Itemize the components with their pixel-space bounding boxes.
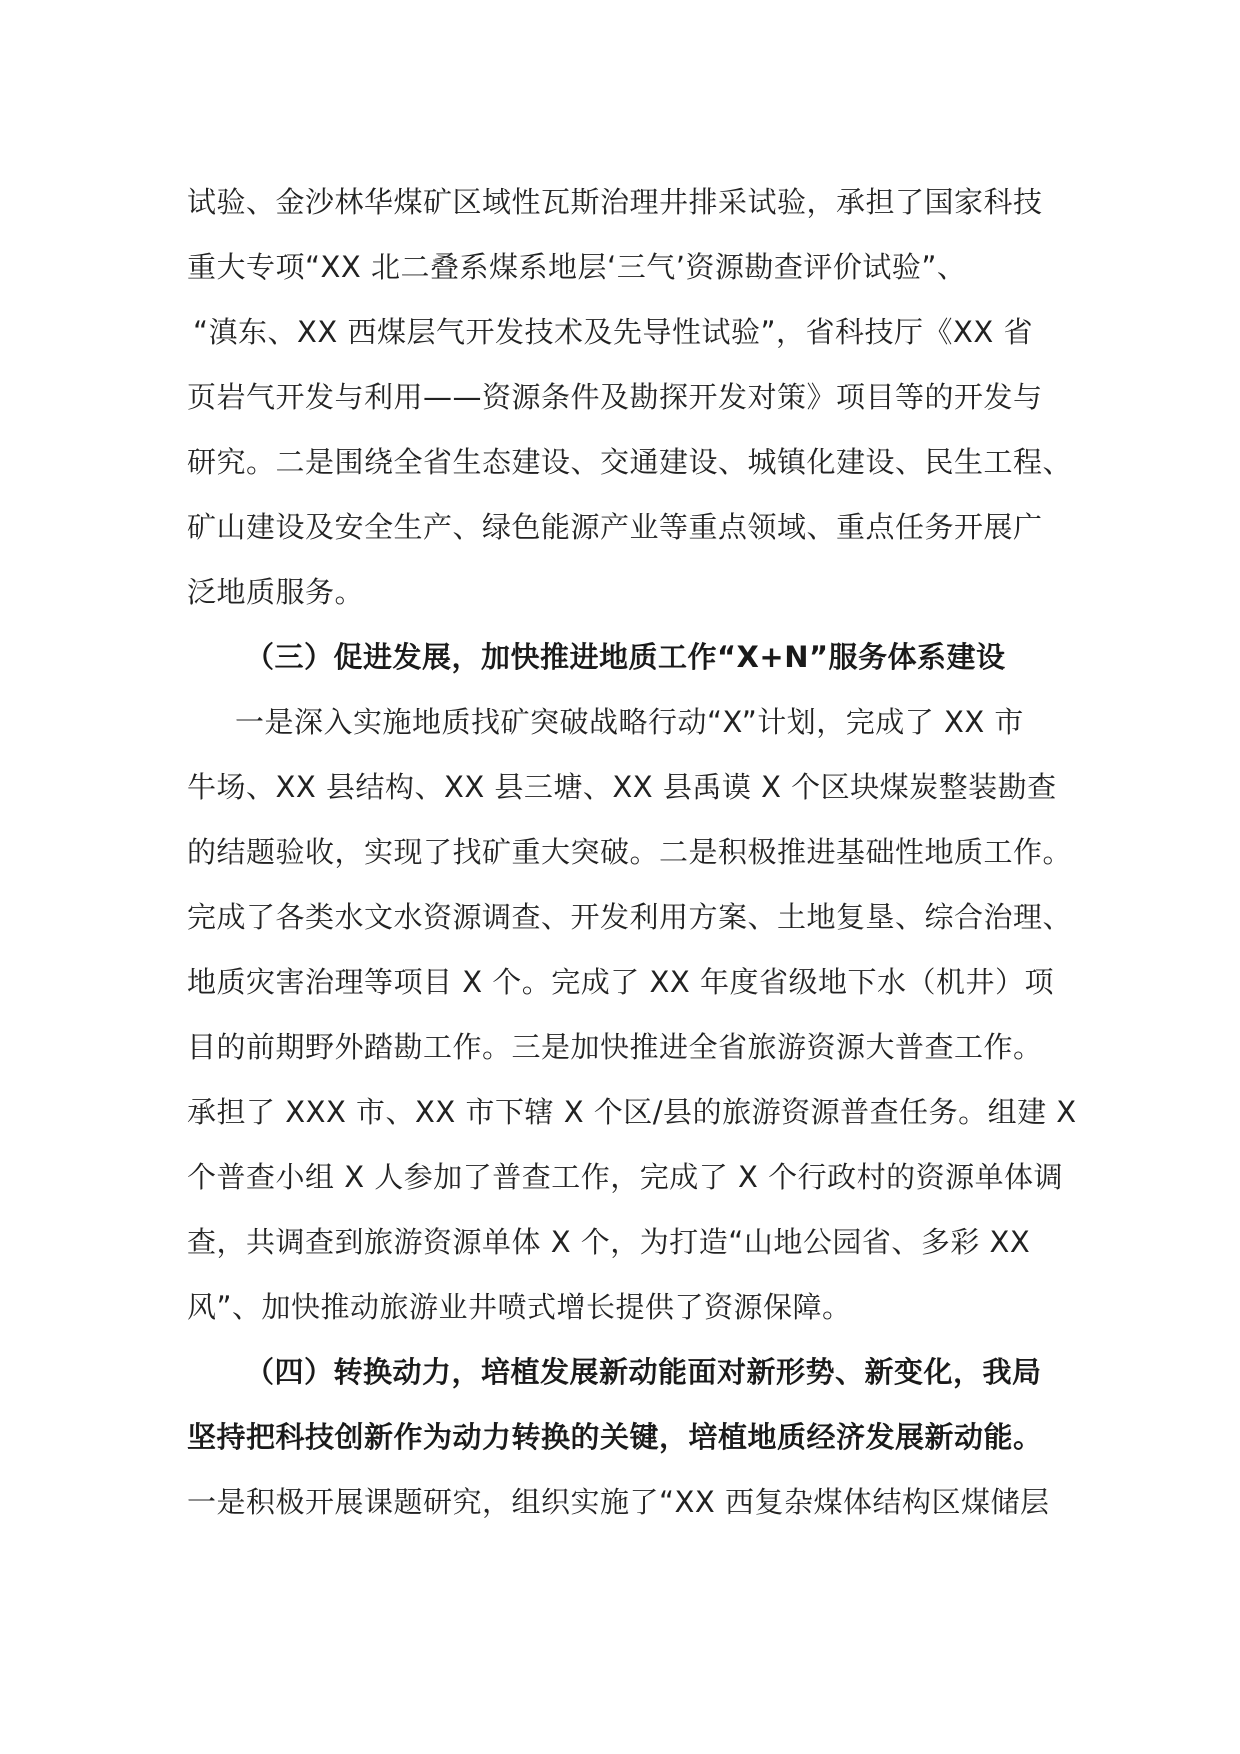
body-line: 一是积极开展课题研究，组织实施了“XX 西复杂煤体结构区煤储层 xyxy=(187,1485,1050,1519)
body-line: 查，共调查到旅游资源单体 X 个，为打造“山地公园省、多彩 XX xyxy=(187,1225,1031,1259)
body-line: 试验、金沙林华煤矿区域性瓦斯治理井排采试验，承担了国家科技 xyxy=(187,185,1043,219)
body-line: 地质灾害治理等项目 X 个。完成了 XX 年度省级地下水（机井）项 xyxy=(187,965,1054,999)
section-heading-4: （四）转换动力，培植发展新动能面对新形势、新变化，我局 xyxy=(245,1355,1042,1389)
document-body xyxy=(187,170,1077,1535)
section-heading-3: （三）促进发展，加快推进地质工作“X+N”服务体系建设 xyxy=(245,640,1006,674)
body-line: 泛地质服务。 xyxy=(187,575,365,609)
body-line: 牛场、XX 县结构、XX 县三塘、XX 县禹谟 X 个区块煤炭整装勘查 xyxy=(187,770,1057,804)
body-line: 目的前期野外踏勘工作。三是加快推进全省旅游资源大普查工作。 xyxy=(187,1030,1043,1064)
body-line: 承担了 XXX 市、XX 市下辖 X 个区/县的旅游资源普查任务。组建 X xyxy=(187,1095,1077,1129)
body-line: 页岩气开发与利用——资源条件及勘探开发对策》项目等的开发与 xyxy=(187,380,1043,414)
body-line: 矿山建设及安全生产、绿色能源产业等重点领域、重点任务开展广 xyxy=(187,510,1043,544)
body-line: 一是深入实施地质找矿突破战略行动“X”计划，完成了 XX 市 xyxy=(235,705,1024,739)
body-line: 研究。二是围绕全省生态建设、交通建设、城镇化建设、民生工程、 xyxy=(187,445,1073,479)
body-line: 完成了各类水文水资源调查、开发利用方案、土地复垦、综合治理、 xyxy=(187,900,1073,934)
body-line: 重大专项“XX 北二叠系煤系地层‘三气’资源勘查评价试验”、 xyxy=(187,250,967,284)
body-line: “滇东、XX 西煤层气开发技术及先导性试验”，省科技厅《XX 省 xyxy=(193,315,1033,349)
section-heading-4-cont: 坚持把科技创新作为动力转换的关键，培植地质经济发展新动能。 xyxy=(187,1420,1043,1454)
body-line: 风”、加快推动旅游业井喷式增长提供了资源保障。 xyxy=(187,1290,852,1324)
body-line: 的结题验收，实现了找矿重大突破。二是积极推进基础性地质工作。 xyxy=(187,835,1073,869)
body-line: 个普查小组 X 人参加了普查工作，完成了 X 个行政村的资源单体调 xyxy=(187,1160,1064,1194)
